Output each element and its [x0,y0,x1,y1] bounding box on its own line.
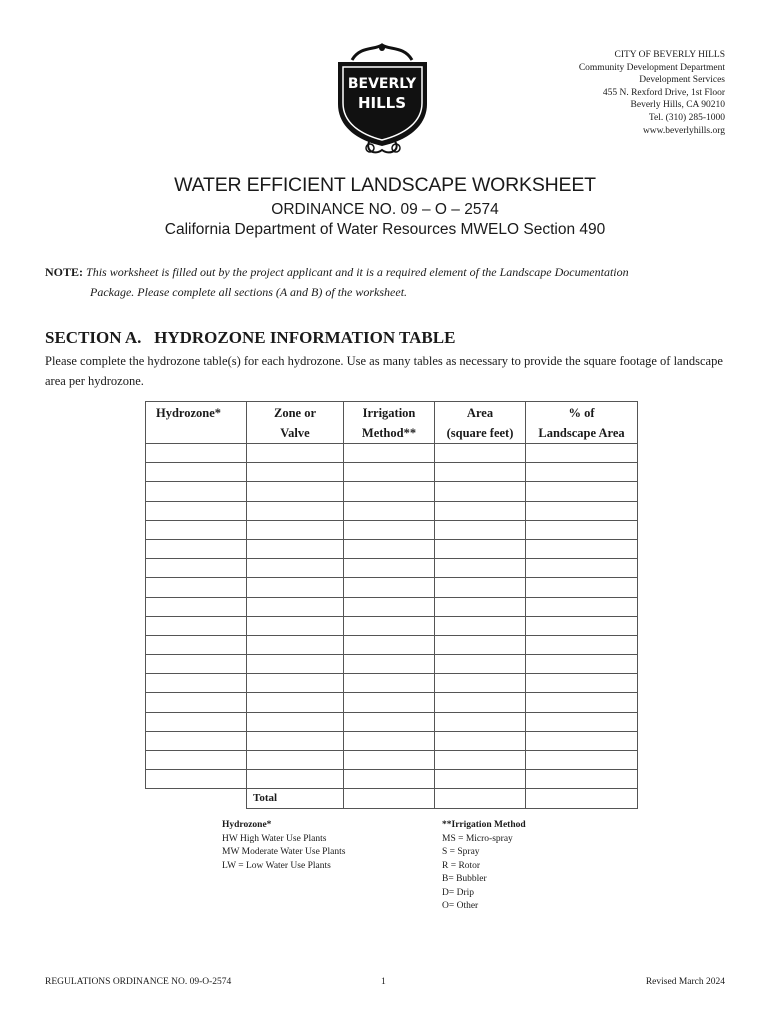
zone-valve-cell[interactable] [247,578,344,597]
irrigation-method-cell[interactable] [344,751,435,770]
header-area: Area (square feet) [435,402,526,444]
hydrozone-cell[interactable] [146,770,247,789]
area-cell[interactable] [435,501,526,520]
irrigation-method-cell[interactable] [344,712,435,731]
note-text-line1: This worksheet is filled out by the project applicant and it is a required element of the Landscape Documentation [86,265,629,279]
footer-ordinance: REGULATIONS ORDINANCE NO. 09-O-2574 [45,977,232,987]
area-cell[interactable] [435,616,526,635]
hydrozone-cell[interactable] [146,559,247,578]
irrigation-method-cell[interactable] [344,482,435,501]
address-line: 455 N. Rexford Drive, 1st Floor [602,87,725,98]
section-a-description: Please complete the hydrozone table(s) for each hydrozone. Use as many tables as necessary to provide the square footage of landscape area per hydrozone. [45,354,723,388]
table-row [146,482,638,501]
hydrozone-cell[interactable] [146,655,247,674]
irrigation-method-cell[interactable] [344,635,435,654]
section-a-heading: SECTION A. HYDROZONE INFORMATION TABLE [45,328,456,347]
area-cell[interactable] [435,482,526,501]
irrigation-legend-item: B= Bubbler [442,874,487,884]
zone-valve-cell[interactable] [247,751,344,770]
table-row [146,693,638,712]
zone-valve-cell[interactable] [247,712,344,731]
zone-valve-cell[interactable] [247,520,344,539]
area-cell[interactable] [435,635,526,654]
percent-landscape-cell[interactable] [526,751,638,770]
hydrozone-legend [222,819,345,873]
area-cell[interactable] [435,712,526,731]
hydrozone-cell[interactable] [146,463,247,482]
table-row [146,674,638,693]
area-cell[interactable] [435,751,526,770]
table-row [146,770,638,789]
area-cell[interactable] [435,731,526,750]
page-subtitle: California Department of Water Resources MWELO Section 490 [164,221,606,238]
table-row [146,578,638,597]
table-row [146,751,638,770]
area-cell[interactable] [435,597,526,616]
zone-valve-cell[interactable] [247,655,344,674]
zone-valve-cell[interactable] [247,597,344,616]
footer-revised-date: Revised March 2024 [645,977,725,987]
percent-landscape-cell[interactable] [526,559,638,578]
table-header-row [146,402,638,444]
logo-text-hills: HILLS [357,94,407,112]
total-area-cell[interactable] [435,789,526,808]
header-irrigation-method: Irrigation Method** [344,402,435,444]
percent-landscape-cell[interactable] [526,463,638,482]
note-label: NOTE: [45,265,84,279]
percent-landscape-cell[interactable] [526,482,638,501]
irrigation-method-cell[interactable] [344,770,435,789]
zone-valve-cell[interactable] [247,616,344,635]
hydrozone-legend-item: MW Moderate Water Use Plants [222,847,346,857]
zone-valve-cell[interactable] [247,674,344,693]
page-title: WATER EFFICIENT LANDSCAPE WORKSHEET [174,174,596,196]
table-row [146,520,638,539]
irrigation-legend-item: R = Rotor [442,860,481,871]
header-hydrozone: Hydrozone* [146,402,247,444]
percent-landscape-cell[interactable] [526,693,638,712]
total-spacer-cell [146,789,247,808]
header-zone-valve: Zone or Valve [247,402,344,444]
irrigation-method-cell[interactable] [344,559,435,578]
percent-landscape-cell[interactable] [526,444,638,463]
irrigation-legend-item: S = Spray [442,847,480,857]
percent-landscape-cell[interactable] [526,616,638,635]
area-cell[interactable] [435,655,526,674]
zone-valve-cell[interactable] [247,539,344,558]
irrigation-method-cell[interactable] [344,674,435,693]
percent-landscape-cell[interactable] [526,578,638,597]
percent-landscape-cell[interactable] [526,597,638,616]
hydrozone-cell[interactable] [146,520,247,539]
table-row [146,731,638,750]
hydrozone-cell[interactable] [146,444,247,463]
zone-valve-cell[interactable] [247,693,344,712]
area-cell[interactable] [435,770,526,789]
irrigation-method-cell[interactable] [344,578,435,597]
table-row [146,655,638,674]
percent-landscape-cell[interactable] [526,539,638,558]
percent-landscape-cell[interactable] [526,501,638,520]
table-row [146,616,638,635]
hydrozone-cell[interactable] [146,635,247,654]
zone-valve-cell[interactable] [247,444,344,463]
table-row [146,501,638,520]
irrigation-method-cell[interactable] [344,731,435,750]
hydrozone-cell[interactable] [146,693,247,712]
logo-text-beverly: BEVERLY [347,76,417,92]
irrigation-method-cell[interactable] [344,463,435,482]
area-cell[interactable] [435,693,526,712]
zone-valve-cell[interactable] [247,463,344,482]
table-row [146,635,638,654]
note-text-line2: Package. Please complete all sections (A and B) of the worksheet. [90,285,408,299]
irrigation-legend-item: O= Other [442,901,479,911]
hydrozone-legend-item: HW High Water Use Plants [222,833,327,844]
address-line: Tel. (310) 285-1000 [648,112,725,123]
note-block [45,262,735,302]
area-cell[interactable] [435,444,526,463]
irrigation-method-cell[interactable] [344,616,435,635]
hydrozone-cell[interactable] [146,539,247,558]
table-row [146,463,638,482]
zone-valve-cell[interactable] [247,501,344,520]
irrigation-method-cell[interactable] [344,501,435,520]
hydrozone-cell[interactable] [146,731,247,750]
irrigation-legend-item: MS = Micro-spray [442,833,513,844]
website-link[interactable]: www.beverlyhills.org [642,125,725,136]
address-line: CITY OF BEVERLY HILLS [614,50,725,60]
table-total-row [146,789,638,808]
address-line: Development Services [639,75,725,86]
header-percent-landscape: % of Landscape Area [526,402,638,444]
irrigation-method-cell[interactable] [344,539,435,558]
address-line: Community Development Department [578,62,725,73]
percent-landscape-cell[interactable] [526,520,638,539]
percent-landscape-cell[interactable] [526,770,638,789]
hydrozone-cell[interactable] [146,616,247,635]
irrigation-method-cell[interactable] [344,444,435,463]
ordinance-number: ORDINANCE NO. 09 – O – 2574 [271,201,499,218]
area-cell[interactable] [435,674,526,693]
table-row [146,597,638,616]
percent-landscape-cell[interactable] [526,635,638,654]
table-row [146,444,638,463]
irrigation-legend-item: D= Drip [442,887,475,898]
total-spacer-cell [344,789,435,808]
page-number: 1 [381,977,386,987]
area-cell[interactable] [435,463,526,482]
irrigation-method-cell[interactable] [344,597,435,616]
hydrozone-table [145,401,638,809]
irrigation-method-cell[interactable] [344,520,435,539]
irrigation-method-cell[interactable] [344,693,435,712]
total-percent-cell[interactable] [526,789,638,808]
address-block [579,49,725,137]
area-cell[interactable] [435,578,526,597]
table-row [146,539,638,558]
hydrozone-cell[interactable] [146,597,247,616]
hydrozone-legend-item: LW = Low Water Use Plants [222,860,331,871]
irrigation-legend-heading: **Irrigation Method [442,820,526,830]
hydrozone-cell[interactable] [146,712,247,731]
hydrozone-cell[interactable] [146,751,247,770]
city-logo [330,42,435,160]
area-cell[interactable] [435,520,526,539]
zone-valve-cell[interactable] [247,482,344,501]
percent-landscape-cell[interactable] [526,655,638,674]
percent-landscape-cell[interactable] [526,674,638,693]
zone-valve-cell[interactable] [247,770,344,789]
irrigation-method-cell[interactable] [344,655,435,674]
table-row [146,559,638,578]
zone-valve-cell[interactable] [247,731,344,750]
irrigation-legend [442,819,526,914]
zone-valve-cell[interactable] [247,559,344,578]
hydrozone-cell[interactable] [146,674,247,693]
area-cell[interactable] [435,539,526,558]
total-label: Total [247,789,344,808]
hydrozone-cell[interactable] [146,578,247,597]
percent-landscape-cell[interactable] [526,731,638,750]
hydrozone-cell[interactable] [146,501,247,520]
table-row [146,712,638,731]
hydrozone-cell[interactable] [146,482,247,501]
percent-landscape-cell[interactable] [526,712,638,731]
zone-valve-cell[interactable] [247,635,344,654]
address-line: Beverly Hills, CA 90210 [630,100,725,111]
area-cell[interactable] [435,559,526,578]
hydrozone-legend-heading: Hydrozone* [222,820,272,830]
